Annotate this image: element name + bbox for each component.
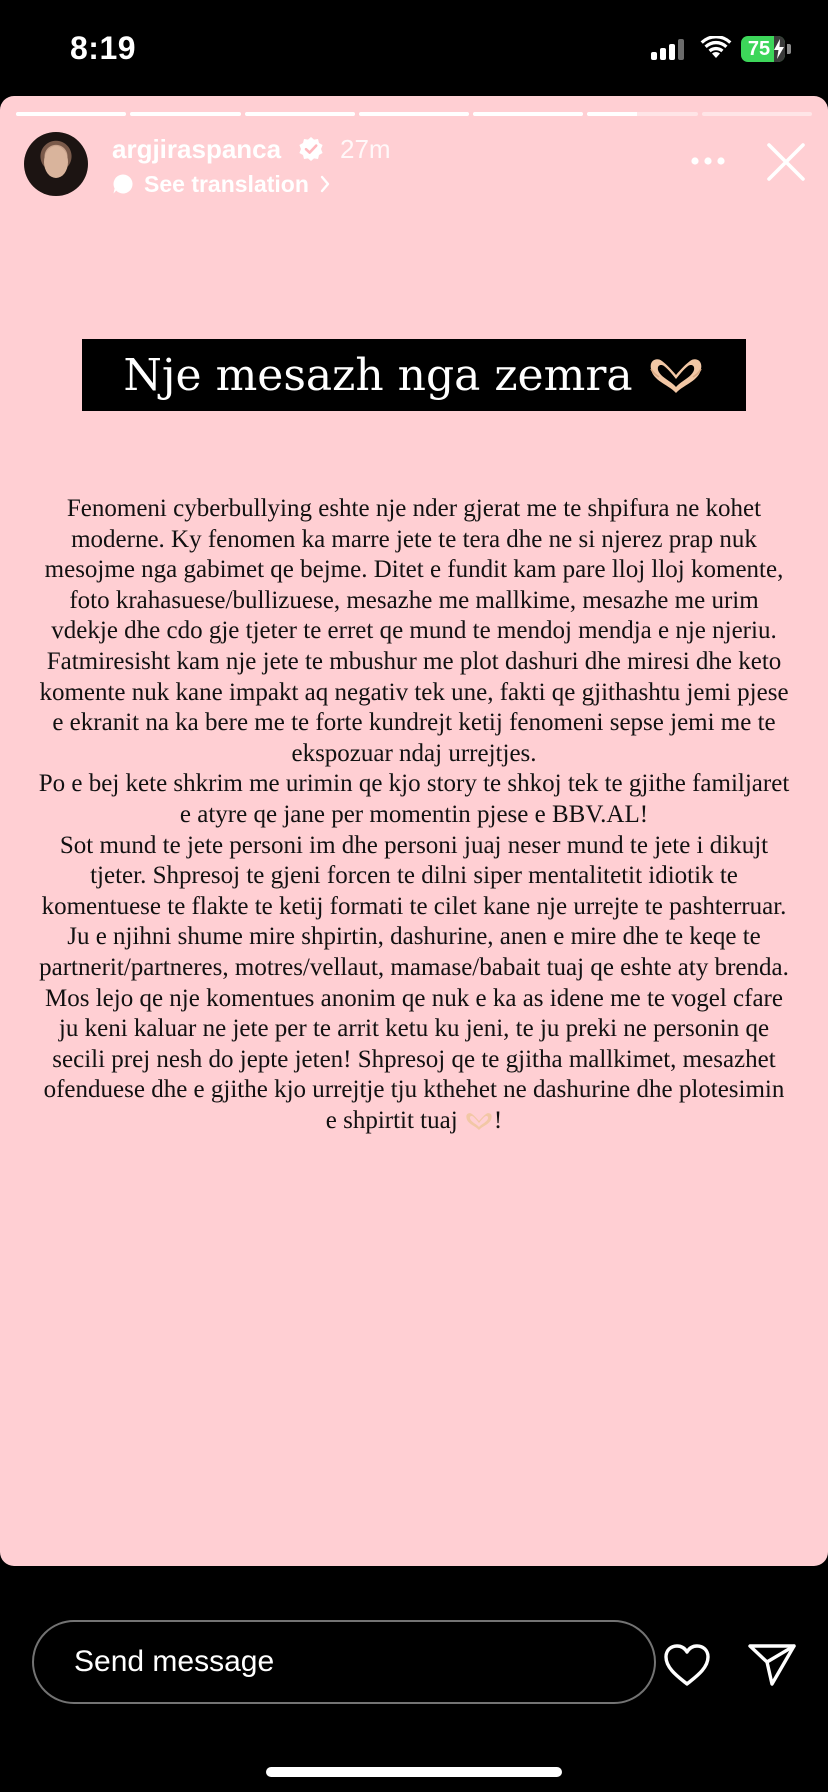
battery-percentage: 75 — [747, 38, 771, 60]
story-progress-segment — [130, 112, 240, 116]
story-paragraph-end: ! — [493, 1106, 503, 1134]
story-paragraph: Fenomeni cyberbullying eshte nje nder gjerat me te shpifura ne kohet moderne. Ky fenomen ka marre jete te tera dhe ne si njerez prap nuk mesojme nga gabimet qe bejme. Ditet e fundit kam pare lloj lloj komente, foto krahasuese/bullizuese, mesazhe me mallkime, mesazhe me urim vdekje dhe cdo gje tjeter te erret qe mund te mendoj mendja e nje njeriu. Fatmiresisht kam nje jete te mbushur me plot dashuri dhe miresi dhe keto komente nuk kane impakt aq negativ tek une, fakti qe gjithashtu jemi pjese e ekranit na ka bere me te forte kundrejt ketij fenomeni sepse jemi me te ekspozuar ndaj urrejtjes. — [39, 495, 789, 767]
send-icon[interactable] — [746, 1640, 798, 1688]
wifi-icon — [700, 36, 732, 60]
story-username[interactable]: argjiraspanca — [112, 134, 282, 164]
story-progress-segment — [359, 112, 469, 116]
story-progress-segment — [702, 112, 812, 116]
status-bar — [0, 0, 828, 96]
send-message-input[interactable] — [32, 1620, 656, 1704]
story-paragraph — [38, 984, 790, 1137]
charging-bolt-icon — [773, 39, 785, 59]
verified-badge-icon — [298, 136, 324, 162]
story-paragraph: Sot mund te jete personi im dhe personi juaj neser mund te jete i dikujt tjeter. Shpresoj te gjeni forcen te dilni siper mentalitetit idiotik te komentuese te flakte te ketij formati te cilet kane nje urrejte te pashterruar. Ju e njihni shume mire shpirtin, dashurine, anen e mire dhe te keqe te partnerit/partneres, motres/vellaut, mamase/babait tuaj qe eshte aty brenda. — [39, 831, 789, 981]
status-time: 8:19 — [70, 30, 137, 66]
heart-hands-icon — [647, 355, 705, 395]
story-progress-segment — [473, 112, 583, 116]
close-icon[interactable] — [766, 142, 806, 182]
battery-icon — [741, 36, 791, 62]
story-message — [38, 494, 790, 1136]
more-icon[interactable] — [690, 156, 726, 166]
chevron-right-icon — [319, 175, 331, 193]
story-progress-bar — [16, 112, 812, 116]
story-progress-segment — [587, 112, 697, 116]
story-progress-segment — [245, 112, 355, 116]
see-translation-label: See translation — [144, 170, 309, 197]
heart-icon[interactable] — [662, 1642, 712, 1688]
story-headline: Nje mesazh nga zemra — [123, 349, 633, 401]
translation-bubble-icon — [112, 173, 134, 195]
story-progress-segment — [16, 112, 126, 116]
home-indicator[interactable] — [266, 1767, 562, 1777]
story-headline-sticker — [82, 339, 746, 411]
heart-hands-icon — [464, 1111, 494, 1131]
story-time-ago: 27m — [340, 134, 391, 164]
avatar[interactable] — [24, 132, 88, 196]
reply-bar — [0, 1566, 828, 1792]
cellular-signal-icon — [651, 38, 687, 60]
story-paragraph: Po e bej kete shkrim me urimin qe kjo story te shkoj tek te gjithe familjaret e atyre qe jane per momentin pjese e BBV.AL! — [38, 770, 790, 828]
story-paragraph-text: Mos lejo qe nje komentues anonim qe nuk e ka as idene me te vogel cfare ju keni kaluar ne jete per te arrit ketu ku jeni, te ju preki ne personin qe secili prej nesh do jepte jeten! Shpresoj qe te gjitha mallkimet, mesazhet ofenduese dhe e gjithe kjo urrejtje tju kthehet ne dashurine dhe plotesimin e shpirtit tuaj — [43, 984, 785, 1134]
story-card[interactable] — [0, 96, 828, 1566]
see-translation-button[interactable] — [112, 168, 331, 200]
